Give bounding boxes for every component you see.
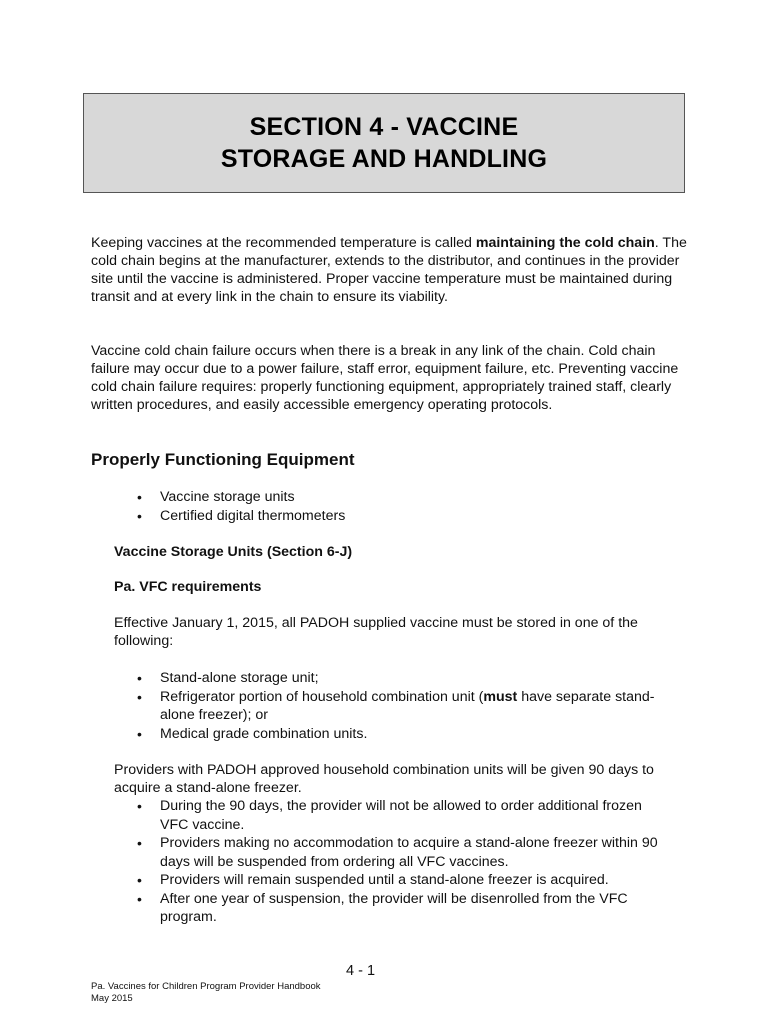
section-title-box bbox=[83, 93, 685, 193]
list-item: • Certified digital thermometers bbox=[137, 507, 346, 524]
equipment-list bbox=[137, 488, 637, 525]
intro-p1-bold: maintaining the cold chain bbox=[475, 235, 655, 251]
equipment-heading: Properly Functioning Equipment bbox=[91, 450, 355, 469]
provider-rules-list bbox=[137, 797, 672, 927]
list-item: • After one year of suspension, the provider will be disenrolled from the VFC program. bbox=[137, 890, 628, 925]
intro-p1-text: Keeping vaccines at the recommended temperature is called bbox=[91, 235, 476, 251]
page-number: 4 - 1 bbox=[346, 963, 376, 979]
storage-options-list bbox=[137, 669, 657, 743]
list-item: • Stand-alone storage unit; bbox=[137, 670, 319, 686]
intro-paragraph-1 bbox=[91, 234, 691, 306]
list-item: • Vaccine storage units bbox=[137, 489, 295, 505]
list-item: • Refrigerator portion of household combination unit (must have separate stand-alone freezer); or bbox=[137, 688, 655, 723]
list-item: • Providers will remain suspended until a stand-alone freezer is acquired. bbox=[137, 872, 609, 888]
vfc-requirements-subheading: Pa. VFC requirements bbox=[114, 579, 262, 595]
footer-note bbox=[91, 981, 321, 1005]
intro-paragraph-2: Vaccine cold chain failure occurs when there is a break in any link of the chain. Cold chain failure may occur due to a power failure, staff error, equipment failure, etc. Preventing vaccine cold chain failure requires: properly functioning equipment, appropriately trained staff, clearly written procedures, and easily accessible emergency operating protocols. bbox=[91, 343, 679, 413]
handbook-title: Pa. Vaccines for Children Program Provider Handbook bbox=[91, 981, 321, 992]
section-title-line-1: SECTION 4 - VACCINE bbox=[249, 113, 519, 141]
storage-units-subheading: Vaccine Storage Units (Section 6-J) bbox=[114, 544, 353, 560]
list-item: • Providers making no accommodation to acquire a stand-alone freezer within 90 days will be suspended from ordering all VFC vaccines. bbox=[137, 835, 658, 870]
list-item: • During the 90 days, the provider will not be allowed to order additional frozen VFC vaccine. bbox=[137, 798, 642, 833]
intro-p1-text-cont: . The cold chain begins at the manufacturer, extends to the distributor, and continues in the provider site until the vaccine is administered. Proper vaccine temperature must be maintained during transit and at every link in the chain to ensure its viability. bbox=[91, 235, 687, 305]
list-item: • Medical grade combination units. bbox=[137, 725, 368, 742]
effective-date-paragraph: Effective January 1, 2015, all PADOH supplied vaccine must be stored in one of the following: bbox=[114, 615, 638, 649]
section-title-line-2: STORAGE AND HANDLING bbox=[220, 145, 548, 173]
providers-paragraph: Providers with PADOH approved household combination units will be given 90 days to acquire a stand-alone freezer. bbox=[114, 762, 654, 796]
publication-date: May 2015 bbox=[91, 993, 133, 1004]
